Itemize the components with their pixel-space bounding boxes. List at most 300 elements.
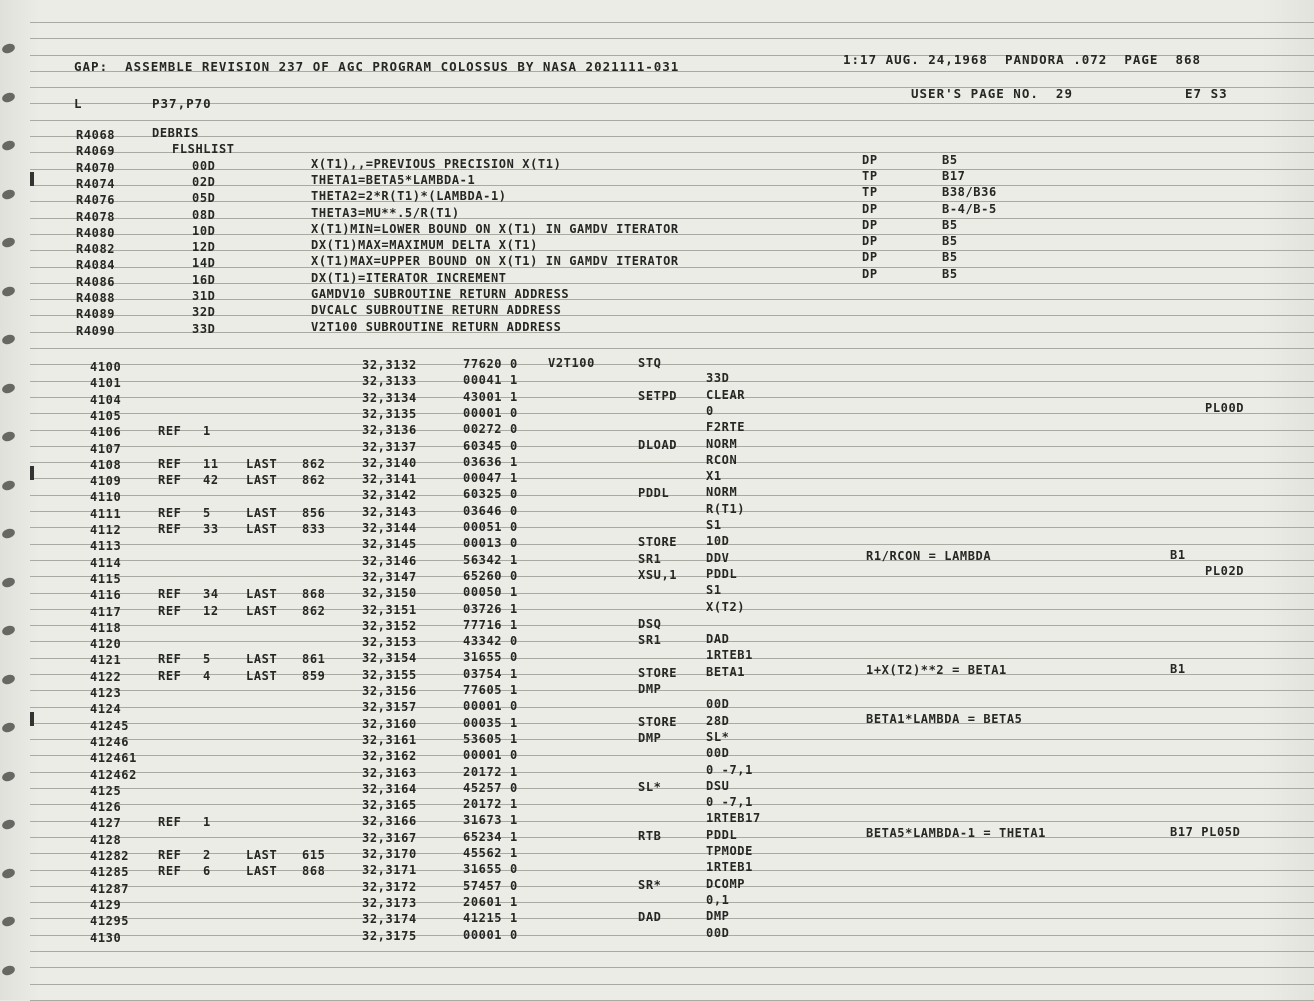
scale-note: B1 bbox=[1170, 547, 1186, 562]
octal-word: 00035 1 bbox=[463, 715, 518, 730]
memory-address: 32,3161 bbox=[362, 732, 417, 747]
ref-count: 5 bbox=[203, 652, 211, 667]
octal-word: 53605 1 bbox=[463, 731, 518, 746]
binder-hole bbox=[1, 236, 16, 249]
ref-label: REF bbox=[158, 473, 182, 488]
pushdown-note: PL02D bbox=[1205, 563, 1245, 578]
memory-address: 32,3175 bbox=[362, 928, 417, 943]
operand: 1RTEB17 bbox=[706, 811, 761, 826]
ref-label: REF bbox=[158, 522, 182, 536]
line-number: 4109 bbox=[90, 474, 122, 489]
opcode: SR1 bbox=[638, 633, 662, 648]
remark-id: R4082 bbox=[76, 242, 116, 257]
memory-address: 32,3167 bbox=[362, 830, 417, 845]
last-page: 868 bbox=[302, 587, 326, 602]
last-label: LAST bbox=[246, 603, 278, 618]
line-number: 4116 bbox=[90, 588, 122, 603]
operand: 10D bbox=[706, 534, 730, 549]
operand: 1RTEB1 bbox=[706, 860, 753, 875]
rule-line bbox=[30, 120, 1314, 121]
last-page: 862 bbox=[302, 603, 326, 618]
memory-address: 32,3154 bbox=[362, 651, 417, 666]
rule-line bbox=[30, 87, 1314, 88]
ref-label: REF bbox=[158, 652, 182, 667]
operand: NORM bbox=[706, 485, 738, 500]
octal-word: 31673 1 bbox=[463, 813, 518, 828]
octal-word: 00041 1 bbox=[463, 373, 518, 388]
operand: RCON bbox=[706, 452, 738, 467]
ref-label: REF bbox=[158, 456, 182, 471]
opcode: DMP bbox=[638, 682, 662, 696]
operand: R(T1) bbox=[706, 501, 746, 516]
octal-word: 00001 0 bbox=[463, 699, 518, 714]
memory-address: 32,3150 bbox=[362, 586, 417, 601]
operand: X(T2) bbox=[706, 599, 746, 614]
scale-note: B17 PL05D bbox=[1170, 824, 1241, 839]
octal-word: 57457 0 bbox=[463, 878, 518, 893]
operand: PDDL bbox=[706, 827, 738, 842]
rule-line bbox=[30, 853, 1314, 854]
remark-description: X(T1),,=PREVIOUS PRECISION X(T1) bbox=[311, 156, 562, 171]
rule-line bbox=[30, 593, 1314, 594]
line-number: 41287 bbox=[90, 881, 130, 896]
operand: S1 bbox=[706, 518, 722, 532]
remark-tag: 16D bbox=[192, 272, 216, 287]
opcode: SR* bbox=[638, 877, 662, 892]
rule-line bbox=[30, 348, 1314, 349]
rule-line bbox=[30, 625, 1314, 626]
last-label: LAST bbox=[246, 864, 278, 879]
rule-line bbox=[30, 218, 1314, 219]
ref-label: REF bbox=[158, 864, 182, 879]
ref-label: REF bbox=[158, 848, 182, 862]
last-label: LAST bbox=[246, 522, 278, 536]
last-page: 862 bbox=[302, 473, 326, 488]
remark-description: THETA2=2*R(T1)*(LAMBDA-1) bbox=[311, 189, 507, 204]
rule-line bbox=[30, 658, 1314, 659]
octal-word: 77620 0 bbox=[463, 357, 518, 371]
ref-count: 12 bbox=[203, 603, 219, 618]
remark-scaling: B38/B36 bbox=[942, 185, 997, 200]
octal-word: 31655 0 bbox=[463, 650, 518, 665]
binder-hole bbox=[1, 285, 16, 298]
rule-line bbox=[30, 136, 1314, 137]
ref-count: 5 bbox=[203, 505, 211, 520]
line-number: 4130 bbox=[90, 930, 122, 945]
operand: PDDL bbox=[706, 566, 738, 581]
code-label: V2T100 bbox=[548, 356, 595, 370]
last-page: 861 bbox=[302, 652, 326, 667]
line-number: 4125 bbox=[90, 783, 122, 798]
ref-count: 42 bbox=[203, 473, 219, 488]
binder-hole bbox=[1, 576, 16, 589]
remark-id: R4068 bbox=[76, 128, 116, 142]
memory-address: 32,3152 bbox=[362, 618, 417, 633]
opcode: STQ bbox=[638, 356, 662, 370]
line-number: 412462 bbox=[90, 767, 137, 782]
line-number: 4107 bbox=[90, 441, 122, 456]
remark-id: R4070 bbox=[76, 160, 116, 175]
memory-address: 32,3132 bbox=[362, 358, 417, 372]
memory-address: 32,3166 bbox=[362, 814, 417, 829]
memory-address: 32,3140 bbox=[362, 455, 417, 470]
memory-address: 32,3160 bbox=[362, 716, 417, 731]
octal-word: 60325 0 bbox=[463, 487, 518, 502]
binder-hole bbox=[1, 770, 16, 783]
rule-line bbox=[30, 837, 1314, 838]
binder-hole bbox=[1, 721, 16, 734]
octal-word: 56342 1 bbox=[463, 552, 518, 567]
line-number: 41246 bbox=[90, 734, 130, 749]
operand: S1 bbox=[706, 583, 722, 598]
remark-id: R4089 bbox=[76, 307, 116, 322]
ref-count: 33 bbox=[203, 522, 219, 536]
memory-address: 32,3156 bbox=[362, 684, 417, 698]
octal-word: 41215 1 bbox=[463, 911, 518, 926]
opcode: XSU,1 bbox=[638, 567, 678, 582]
remark-scaling: B5 bbox=[942, 250, 958, 265]
memory-address: 32,3164 bbox=[362, 781, 417, 796]
ref-label: REF bbox=[158, 603, 182, 618]
line-number: 4128 bbox=[90, 832, 122, 847]
octal-word: 60345 0 bbox=[463, 438, 518, 453]
last-page: 868 bbox=[302, 864, 326, 879]
rule-line bbox=[30, 951, 1314, 952]
octal-word: 00050 1 bbox=[463, 585, 518, 600]
memory-address: 32,3137 bbox=[362, 439, 417, 454]
rule-line bbox=[30, 478, 1314, 479]
binder-hole bbox=[1, 624, 16, 637]
operand: DMP bbox=[706, 909, 730, 924]
octal-word: 45562 1 bbox=[463, 846, 518, 860]
remark-id: R4069 bbox=[76, 144, 116, 159]
octal-word: 00001 0 bbox=[463, 927, 518, 942]
operand: BETA1 bbox=[706, 664, 746, 679]
octal-word: 00001 0 bbox=[463, 748, 518, 763]
code-comment: BETA5*LAMBDA-1 = THETA1 bbox=[866, 825, 1046, 840]
rule-line bbox=[30, 609, 1314, 610]
octal-word: 00001 0 bbox=[463, 405, 518, 420]
line-number: 4129 bbox=[90, 897, 122, 912]
memory-address: 32,3134 bbox=[362, 390, 417, 405]
binder-hole bbox=[1, 188, 16, 201]
rule-line bbox=[30, 804, 1314, 805]
ref-label: REF bbox=[158, 668, 182, 683]
line-number: 41295 bbox=[90, 914, 130, 929]
ref-count: 34 bbox=[203, 587, 219, 602]
rule-line bbox=[30, 103, 1314, 104]
operand: 0 -7,1 bbox=[706, 795, 753, 810]
memory-address: 32,3172 bbox=[362, 879, 417, 894]
memory-address: 32,3163 bbox=[362, 765, 417, 780]
line-number: 4117 bbox=[90, 604, 122, 619]
memory-address: 32,3170 bbox=[362, 847, 417, 861]
ref-count: 1 bbox=[203, 815, 211, 830]
remark-tag: 05D bbox=[192, 191, 216, 206]
operand: DAD bbox=[706, 632, 730, 647]
operand: 0,1 bbox=[706, 892, 730, 907]
rule-line bbox=[30, 201, 1314, 202]
last-label: LAST bbox=[246, 848, 278, 862]
rule-line bbox=[30, 788, 1314, 789]
last-label: LAST bbox=[246, 652, 278, 667]
rule-line bbox=[30, 495, 1314, 496]
rule-line bbox=[30, 511, 1314, 512]
binder-hole bbox=[1, 139, 16, 152]
line-number: 4118 bbox=[90, 620, 122, 635]
opcode: DLOAD bbox=[638, 437, 678, 452]
remark-id: R4088 bbox=[76, 291, 116, 305]
line-number: 4100 bbox=[90, 360, 122, 374]
binder-hole bbox=[1, 479, 16, 492]
rule-line bbox=[30, 38, 1314, 39]
remark-precision: DP bbox=[862, 266, 878, 281]
memory-address: 32,3155 bbox=[362, 667, 417, 682]
memory-address: 32,3173 bbox=[362, 895, 417, 910]
line-number: 4112 bbox=[90, 523, 122, 537]
line-number: 4123 bbox=[90, 686, 122, 700]
ref-count: 11 bbox=[203, 456, 219, 471]
memory-address: 32,3171 bbox=[362, 863, 417, 878]
ref-count: 1 bbox=[203, 424, 211, 439]
binder-hole bbox=[1, 430, 16, 443]
rule-line bbox=[30, 902, 1314, 903]
ref-label: REF bbox=[158, 505, 182, 520]
remark-id: R4078 bbox=[76, 209, 116, 224]
last-page: 615 bbox=[302, 848, 326, 862]
octal-word: 20172 1 bbox=[463, 764, 518, 779]
memory-address: 32,3144 bbox=[362, 521, 417, 535]
remark-id: R4080 bbox=[76, 225, 116, 240]
rule-line bbox=[30, 315, 1314, 316]
line-number: 4121 bbox=[90, 653, 122, 668]
memory-address: 32,3133 bbox=[362, 374, 417, 389]
remark-id: R4086 bbox=[76, 274, 116, 289]
memory-address: 32,3142 bbox=[362, 488, 417, 503]
opcode: STORE bbox=[638, 714, 678, 729]
remark-tag: 08D bbox=[192, 207, 216, 222]
remark-scaling: B-4/B-5 bbox=[942, 201, 997, 216]
line-number: 4111 bbox=[90, 506, 122, 521]
last-page: 856 bbox=[302, 505, 326, 520]
opcode: DAD bbox=[638, 910, 662, 925]
octal-word: 00013 0 bbox=[463, 536, 518, 551]
binder-hole bbox=[1, 867, 16, 880]
rule-line bbox=[30, 283, 1314, 284]
rule-line bbox=[30, 918, 1314, 919]
operand: DCOMP bbox=[706, 876, 746, 891]
octal-word: 03636 1 bbox=[463, 454, 518, 469]
rule-line bbox=[30, 250, 1314, 251]
remark-tag: 02D bbox=[192, 174, 216, 189]
rule-line bbox=[30, 430, 1314, 431]
octal-word: 03646 0 bbox=[463, 503, 518, 518]
memory-address: 32,3151 bbox=[362, 602, 417, 617]
remark-description: X(T1)MAX=UPPER BOUND ON X(T1) IN GAMDV ITERATOR bbox=[311, 254, 679, 269]
rule-line bbox=[30, 185, 1314, 186]
remark-precision: DP bbox=[862, 201, 878, 216]
header-section: P37,P70 bbox=[152, 96, 212, 111]
remark-precision: TP bbox=[862, 185, 878, 200]
rule-line bbox=[30, 462, 1314, 463]
octal-word: 31655 0 bbox=[463, 862, 518, 877]
line-number: 4127 bbox=[90, 816, 122, 831]
operand: DSU bbox=[706, 778, 730, 793]
remark-scaling: B5 bbox=[942, 152, 958, 167]
rule-line bbox=[30, 332, 1314, 333]
line-number: 4101 bbox=[90, 376, 122, 391]
rule-line bbox=[30, 739, 1314, 740]
remark-scaling: B5 bbox=[942, 234, 958, 249]
line-number: 4106 bbox=[90, 425, 122, 440]
operand: 1RTEB1 bbox=[706, 648, 753, 663]
opcode: RTB bbox=[638, 828, 662, 843]
operand: 00D bbox=[706, 746, 730, 761]
header-title: GAP: ASSEMBLE REVISION 237 OF AGC PROGRAM COLOSSUS BY NASA 2021111-031 bbox=[74, 59, 680, 74]
octal-word: 45257 0 bbox=[463, 780, 518, 795]
memory-address: 32,3165 bbox=[362, 798, 417, 813]
line-number: 4105 bbox=[90, 408, 122, 423]
operand: NORM bbox=[706, 436, 738, 451]
octal-word: 20601 1 bbox=[463, 894, 518, 909]
line-number: 4113 bbox=[90, 539, 122, 554]
octal-word: 43342 0 bbox=[463, 634, 518, 649]
last-page: 859 bbox=[302, 668, 326, 683]
octal-word: 77605 1 bbox=[463, 683, 518, 697]
remark-tag: DEBRIS bbox=[152, 126, 199, 140]
remark-tag: 14D bbox=[192, 256, 216, 271]
rule-line bbox=[30, 967, 1314, 968]
line-number: 4104 bbox=[90, 392, 122, 407]
line-number: 4124 bbox=[90, 702, 122, 717]
operand: SL* bbox=[706, 729, 730, 744]
octal-word: 00272 0 bbox=[463, 422, 518, 437]
rule-line bbox=[30, 641, 1314, 642]
opcode: STORE bbox=[638, 535, 678, 550]
line-number: 4114 bbox=[90, 555, 122, 570]
remark-precision: DP bbox=[862, 234, 878, 249]
opcode: DMP bbox=[638, 730, 662, 745]
remark-id: R4090 bbox=[76, 323, 116, 338]
last-label: LAST bbox=[246, 587, 278, 602]
line-number: 4120 bbox=[90, 637, 122, 652]
ref-count: 6 bbox=[203, 864, 211, 879]
rule-line bbox=[30, 22, 1314, 23]
rule-line bbox=[30, 690, 1314, 691]
rule-line bbox=[30, 413, 1314, 414]
operand: CLEAR bbox=[706, 387, 746, 402]
line-number: 41245 bbox=[90, 718, 130, 733]
binder-hole bbox=[1, 818, 16, 831]
rule-line bbox=[30, 984, 1314, 985]
remark-scaling: B5 bbox=[942, 217, 958, 232]
operand: F2RTE bbox=[706, 420, 746, 435]
code-comment: BETA1*LAMBDA = BETA5 bbox=[866, 711, 1023, 726]
binder-hole bbox=[1, 527, 16, 540]
memory-address: 32,3146 bbox=[362, 553, 417, 568]
operand: X1 bbox=[706, 469, 722, 484]
binder-hole bbox=[1, 964, 16, 977]
remark-scaling: B5 bbox=[942, 266, 958, 281]
memory-address: 32,3153 bbox=[362, 635, 417, 650]
binder-hole bbox=[1, 42, 16, 55]
memory-address: 32,3147 bbox=[362, 569, 417, 584]
octal-word: 03754 1 bbox=[463, 666, 518, 681]
remark-tag: FLSHLIST bbox=[172, 142, 235, 157]
operand: 0 bbox=[706, 403, 714, 418]
opcode: STORE bbox=[638, 665, 678, 680]
operand: 0 -7,1 bbox=[706, 762, 753, 777]
octal-word: 43001 1 bbox=[463, 389, 518, 404]
header-users-page: USER'S PAGE NO. 29 bbox=[911, 86, 1073, 101]
line-number: 4108 bbox=[90, 457, 122, 472]
memory-address: 32,3135 bbox=[362, 406, 417, 421]
rule-line bbox=[30, 707, 1314, 708]
line-number: 4122 bbox=[90, 669, 122, 684]
rule-line bbox=[30, 169, 1314, 170]
operand: 33D bbox=[706, 371, 730, 386]
line-number: 4110 bbox=[90, 490, 122, 505]
rule-line bbox=[30, 381, 1314, 382]
margin-mark bbox=[30, 172, 34, 186]
memory-address: 32,3143 bbox=[362, 504, 417, 519]
ref-count: 4 bbox=[203, 668, 211, 683]
rule-line bbox=[30, 755, 1314, 756]
last-page: 833 bbox=[302, 522, 326, 536]
remark-precision: DP bbox=[862, 250, 878, 265]
opcode: PDDL bbox=[638, 486, 670, 501]
octal-word: 65260 0 bbox=[463, 568, 518, 583]
remark-description: DVCALC SUBROUTINE RETURN ADDRESS bbox=[311, 303, 562, 318]
line-number: 41285 bbox=[90, 865, 130, 880]
ref-label: REF bbox=[158, 815, 182, 830]
operand: 28D bbox=[706, 713, 730, 728]
ref-label: REF bbox=[158, 587, 182, 602]
remark-id: R4084 bbox=[76, 258, 116, 273]
rule-line bbox=[30, 935, 1314, 936]
remark-tag: 31D bbox=[192, 289, 216, 303]
binder-hole bbox=[1, 333, 16, 346]
remark-id: R4076 bbox=[76, 193, 116, 208]
remark-precision: DP bbox=[862, 152, 878, 167]
rule-line bbox=[30, 821, 1314, 822]
line-number: 41282 bbox=[90, 849, 130, 863]
margin-mark bbox=[30, 466, 34, 480]
remark-tag: 10D bbox=[192, 223, 216, 238]
octal-word: 03726 1 bbox=[463, 601, 518, 616]
opcode: SETPD bbox=[638, 388, 678, 403]
octal-word: 65234 1 bbox=[463, 829, 518, 844]
line-number: 412461 bbox=[90, 751, 137, 766]
octal-word: 20172 1 bbox=[463, 797, 518, 812]
octal-word: 77716 1 bbox=[463, 617, 518, 632]
remark-description: X(T1)MIN=LOWER BOUND ON X(T1) IN GAMDV ITERATOR bbox=[311, 221, 679, 236]
remark-tag: 12D bbox=[192, 240, 216, 255]
header-tag: E7 S3 bbox=[1185, 86, 1228, 101]
remark-description: THETA3=MU**.5/R(T1) bbox=[311, 205, 460, 220]
binder-hole bbox=[1, 915, 16, 928]
ref-label: REF bbox=[158, 424, 182, 439]
operand: DDV bbox=[706, 550, 730, 565]
line-number: 4126 bbox=[90, 800, 122, 815]
memory-address: 32,3174 bbox=[362, 912, 417, 927]
memory-address: 32,3141 bbox=[362, 472, 417, 487]
remark-tag: 00D bbox=[192, 158, 216, 173]
memory-address: 32,3157 bbox=[362, 700, 417, 715]
remark-precision: DP bbox=[862, 217, 878, 232]
octal-word: 00047 1 bbox=[463, 471, 518, 486]
header-log-section-label: L bbox=[74, 96, 83, 111]
